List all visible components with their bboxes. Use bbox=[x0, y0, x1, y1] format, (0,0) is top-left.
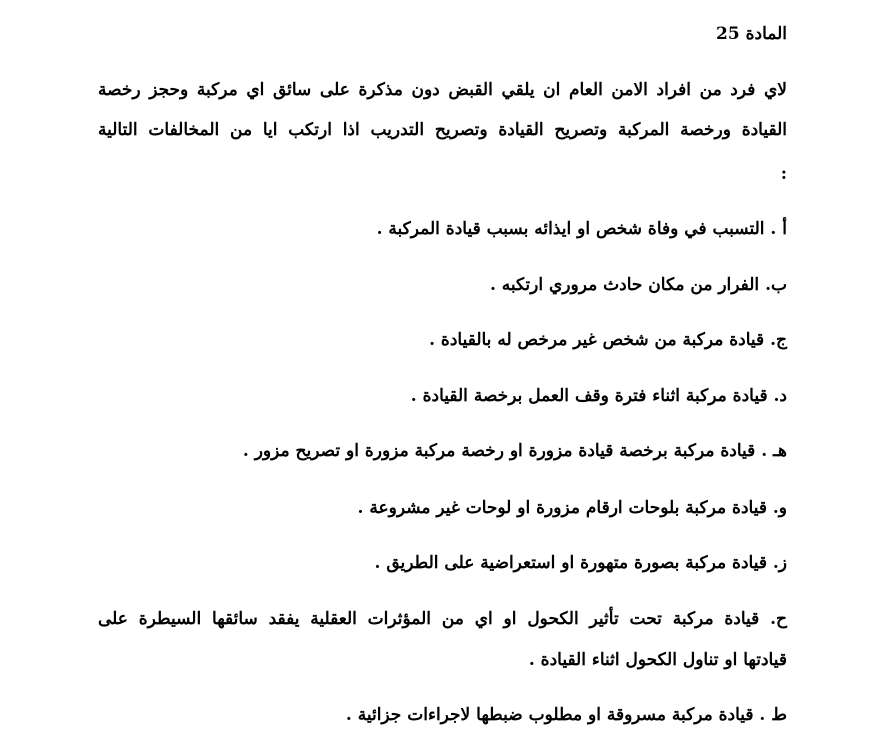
list-item-ba: ب. الفرار من مكان حادث مروري ارتكبه . bbox=[489, 275, 787, 295]
list-item-dal: د. قيادة مركبة اثناء فترة وقف العمل برخصة القيادة . bbox=[410, 386, 787, 406]
article-title: المادة 25 bbox=[716, 24, 787, 44]
list-item-alef: أ . التسبب في وفاة شخص او ايذائه بسبب قيادة المركبة . bbox=[376, 219, 787, 239]
intro-line-3: : bbox=[780, 164, 787, 184]
list-item-zay: ز. قيادة مركبة بصورة متهورة او استعراضية على الطريق . bbox=[374, 553, 787, 573]
list-item-tta: ط . قيادة مركبة مسروقة او مطلوب ضبطها لاجراءات جزائية . bbox=[345, 705, 787, 725]
list-item-waw: و. قيادة مركبة بلوحات ارقام مزورة او لوحات غير مشروعة . bbox=[357, 498, 787, 518]
list-item-hha-continuation: قيادتها او تناول الكحول اثناء القيادة . bbox=[528, 650, 787, 670]
intro-line-1: لاي فرد من افراد الامن العام ان يلقي القبض دون مذكرة على سائق اي مركبة وحجز رخصة bbox=[98, 80, 787, 100]
list-item-ha: هـ . قيادة مركبة برخصة قيادة مزورة او رخصة مركبة مزورة او تصريح مزور . bbox=[242, 441, 787, 461]
list-item-jim: ج. قيادة مركبة من شخص غير مرخص له بالقيادة . bbox=[429, 330, 787, 350]
intro-line-2: القيادة ورخصة المركبة وتصريح القيادة وتصريح التدريب اذا ارتكب ايا من المخالفات التالية bbox=[98, 120, 787, 140]
list-item-hha: ح. قيادة مركبة تحت تأثير الكحول او اي من المؤثرات العقلية يفقد سائقها السيطرة على bbox=[98, 609, 787, 629]
